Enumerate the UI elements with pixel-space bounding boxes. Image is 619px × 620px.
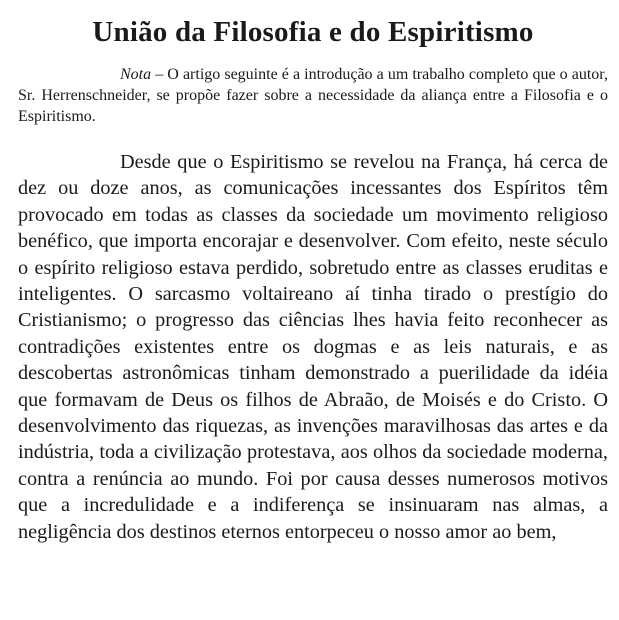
document-page <box>18 0 608 545</box>
article-title: União da Filosofia e do Espiritismo <box>92 16 534 48</box>
note-text: – O artigo seguinte é a introdução a um trabalho completo que o autor, Sr. Herrenschneider, se propõe fazer sobre a necessidade da aliança entre a Filosofia e o Espiritismo. <box>18 66 608 125</box>
editor-note <box>18 64 608 127</box>
body-paragraph-text: Desde que o Espiritismo se revelou na França, há cerca de dez ou doze anos, as comunicações incessantes dos Espíritos têm provocado em todas as classes da sociedade um movimento religioso benéfico, que importa encorajar e desenvolver. Com efeito, neste século o espírito religioso estava perdido, sobretudo entre as classes eruditas e inteligentes. O sarcasmo voltaireano aí tinha tirado o prestígio do Cristianismo; o progresso das ciências lhes havia feito reconhecer as contradições existentes entre os dogmas e as leis naturais, e as descobertas astronômicas tinham demonstrado a puerilidade da idéia que formavam de Deus os filhos de Abraão, de Moisés e do Cristo. O desenvolvimento das riquezas, as invenções maravilhosas das artes e da indústria, toda a civilização protestava, aos olhos da sociedade moderna, contra a renúncia ao mundo. Foi por causa desses numerosos motivos que a incredulidade e a indiferença se insinuaram nas almas, a negligência dos destinos eternos entorpeceu o nosso amor ao bem, <box>18 151 608 543</box>
body-paragraph <box>18 149 608 545</box>
note-label: Nota <box>120 66 152 83</box>
